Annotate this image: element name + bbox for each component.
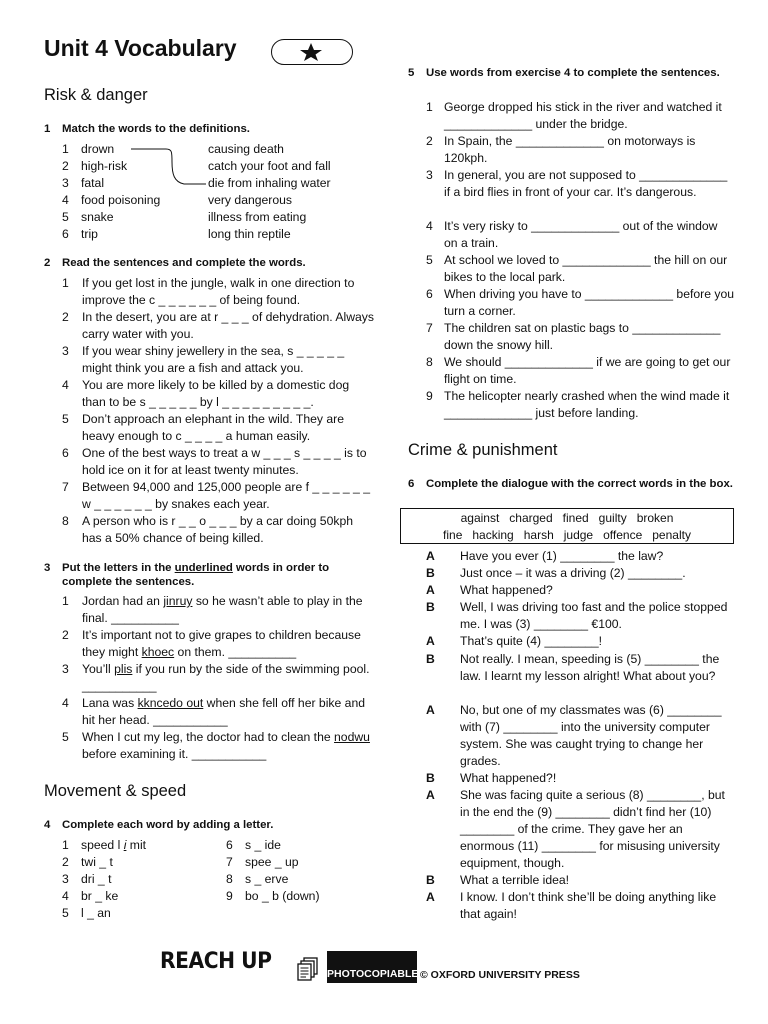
list-item: 2 In Spain, the _____________ on motorways is 120kph. <box>426 134 696 165</box>
item-number: 6 <box>226 838 233 852</box>
list-item: 1 George dropped his stick in the river and watched it _____________ under the bridge. <box>426 100 722 131</box>
item-number: 2 <box>62 855 69 869</box>
match-definition: die from inhaling water <box>208 176 331 190</box>
word-item: br _ ke <box>81 889 119 903</box>
item-number: 4 <box>62 193 69 207</box>
match-definition: illness from eating <box>208 210 307 224</box>
word-item: dri _ t <box>81 872 112 886</box>
list-item: 2 It’s important not to give grapes to children because they might khoec on them. __________ <box>62 628 361 659</box>
match-word: snake <box>81 210 114 224</box>
item-number: 4 <box>62 889 69 903</box>
reach-up-logo: REACH UP <box>160 949 272 974</box>
exercise-number: 2 <box>44 257 51 269</box>
item-number: 5 <box>62 906 69 920</box>
exercise-number: 6 <box>408 478 415 490</box>
dialogue-line: B Just once – it was a driving (2) ________. <box>426 566 686 580</box>
word-example: speed l i mit <box>81 838 147 852</box>
word-box <box>400 508 734 544</box>
list-item: 8 A person who is r _ _ o _ _ _ by a car doing 50kph has a 50% chance of being killed. <box>62 514 354 545</box>
exercise-instruction: Read the sentences and complete the words. <box>62 257 306 269</box>
word-box-line: fine hacking harsh judge offence penalty <box>443 527 691 542</box>
exercise-instruction: Match the words to the definitions. <box>62 123 250 135</box>
list-item: 7 Between 94,000 and 125,000 people are f _ _ _ _ _ _ w _ _ _ _ _ _ by snakes each year. <box>62 480 370 511</box>
list-item: 1 If you get lost in the jungle, walk in one direction to improve the c _ _ _ _ _ _ of being found. <box>62 276 355 307</box>
list-item: 5 Don’t approach an elephant in the wild. They are heavy enough to c _ _ _ _ a human easily. <box>62 412 344 443</box>
match-definition: catch your foot and fall <box>208 159 331 173</box>
list-item: 3 In general, you are not supposed to _____________ if a bird flies in front of your car. It’s dangerous. <box>426 168 728 199</box>
match-word: food poisoning <box>81 193 161 207</box>
exercise-3-heading <box>44 561 374 589</box>
dialogue-line: A What happened? <box>426 583 553 597</box>
dialogue-line: A She was facing quite a serious (8) ________, but in the end the (9) ________ didn’t find her (10) ________ of the crime. They gave her an enormous (11) ________ for misusing university equipment, though. <box>426 788 725 870</box>
list-item: 9 The helicopter nearly crashed when the wind made it _____________ just before landing. <box>426 389 730 420</box>
dialogue-line: B Not really. I mean, speeding is (5) ________ the law. I learnt my lesson alright! What about you? <box>426 652 720 683</box>
exercise-5-heading <box>408 66 734 80</box>
exercise-number: 1 <box>44 123 51 135</box>
exercise-number: 5 <box>408 67 415 79</box>
item-number: 3 <box>62 872 69 886</box>
list-item: 1 Jordan had an jinruy so he wasn’t able to play in the final. __________ <box>62 594 363 625</box>
dialogue-line: B Well, I was driving too fast and the police stopped me. I was (3) ________ €100. <box>426 600 728 631</box>
word-item: s _ ide <box>245 838 281 852</box>
dialogue-line: A Have you ever (1) ________ the law? <box>426 549 664 563</box>
word-item: twi _ t <box>81 855 113 869</box>
section-heading-risk: Risk & danger <box>44 86 148 104</box>
word-item: bo _ b (down) <box>245 889 320 903</box>
item-number: 7 <box>226 855 233 869</box>
match-word: drown <box>81 142 115 156</box>
exercise-2-heading <box>44 256 374 270</box>
list-item: 6 When driving you have to _____________ before you turn a corner. <box>426 287 735 318</box>
word-item: l _ an <box>81 906 111 920</box>
match-definition: long thin reptile <box>208 227 291 241</box>
item-number: 9 <box>226 889 233 903</box>
dialogue-line: B What happened?! <box>426 771 557 785</box>
section-heading-movement: Movement & speed <box>44 782 187 800</box>
word-box-line: against charged fined guilty broken <box>460 511 674 525</box>
exercise-instruction: Complete each word by adding a letter. <box>62 819 274 831</box>
page-title: Unit 4 Vocabulary <box>44 35 237 61</box>
item-number: 8 <box>226 872 233 886</box>
word-item: s _ erve <box>245 872 289 886</box>
exercise-number: 4 <box>44 819 51 831</box>
item-number: 6 <box>62 227 69 241</box>
dialogue-line: B What a terrible idea! <box>426 873 570 887</box>
exercise-instruction: Use words from exercise 4 to complete the sentences. <box>426 67 720 79</box>
exercise-6-heading <box>408 477 734 491</box>
exercise-instruction: Put the letters in the underlined words in order to complete the sentences. <box>62 562 330 588</box>
star-icon <box>298 42 324 62</box>
list-item: 6 One of the best ways to treat a w _ _ _ s _ _ _ _ is to hold ice on it for at least twenty minutes. <box>62 446 367 477</box>
dialogue-line: A No, but one of my classmates was (6) ________ with (7) ________ into the university computer system. She was caught trying to change her grades. <box>426 703 722 768</box>
list-item: 3 If you wear shiny jewellery in the sea, s _ _ _ _ _ might think you are a fish and attack you. <box>62 344 345 375</box>
match-word: high-risk <box>81 159 128 173</box>
list-item: 4 Lana was kkncedo out when she fell off her bike and hit her head. ___________ <box>62 696 366 727</box>
photocopiable-label: PHOTOCOPIABLE <box>327 951 417 983</box>
match-definition: causing death <box>208 142 284 156</box>
exercise-4-heading <box>44 818 374 832</box>
match-word: fatal <box>81 176 105 190</box>
level-badge <box>271 39 353 65</box>
list-item: 5 When I cut my leg, the doctor had to clean the nodwu before examining it. ___________ <box>62 730 370 761</box>
exercise-number: 3 <box>44 562 51 574</box>
list-item: 4 It’s very risky to _____________ out of the window on a train. <box>426 219 718 250</box>
exercise-instruction: Complete the dialogue with the correct words in the box. <box>426 478 733 490</box>
word-item: spee _ up <box>245 855 299 869</box>
match-word: trip <box>81 227 98 241</box>
dialogue-line: A That’s quite (4) ________! <box>426 634 603 648</box>
item-number: 2 <box>62 159 69 173</box>
item-number: 5 <box>62 210 69 224</box>
list-item: 7 The children sat on plastic bags to _____________ down the snowy hill. <box>426 321 721 352</box>
dialogue-line: A I know. I don’t think she’ll be doing anything like that again! <box>426 890 717 921</box>
item-number: 3 <box>62 176 69 190</box>
match-definition: very dangerous <box>208 193 293 207</box>
item-number: 1 <box>62 142 69 156</box>
list-item: 5 At school we loved to _____________ the hill on our bikes to the local park. <box>426 253 728 284</box>
list-item: 3 You’ll plis if you run by the side of the swimming pool. ___________ <box>62 662 370 693</box>
list-item: 8 We should _____________ if we are going to get our flight on time. <box>426 355 731 386</box>
copy-pages-icon <box>297 957 319 981</box>
list-item: 2 In the desert, you are at r _ _ _ of dehydration. Always carry water with you. <box>62 310 374 341</box>
list-item: 4 You are more likely to be killed by a domestic dog than to be s _ _ _ _ _ by l _ _ _ _ _ _ _ _ _. <box>62 378 350 409</box>
page-footer <box>160 951 620 985</box>
section-heading-crime: Crime & punishment <box>408 441 558 459</box>
publisher-credit: © OXFORD UNIVERSITY PRESS <box>420 969 580 981</box>
example-match-line <box>128 144 208 190</box>
item-number: 1 <box>62 838 69 852</box>
exercise-1-heading <box>44 122 374 136</box>
